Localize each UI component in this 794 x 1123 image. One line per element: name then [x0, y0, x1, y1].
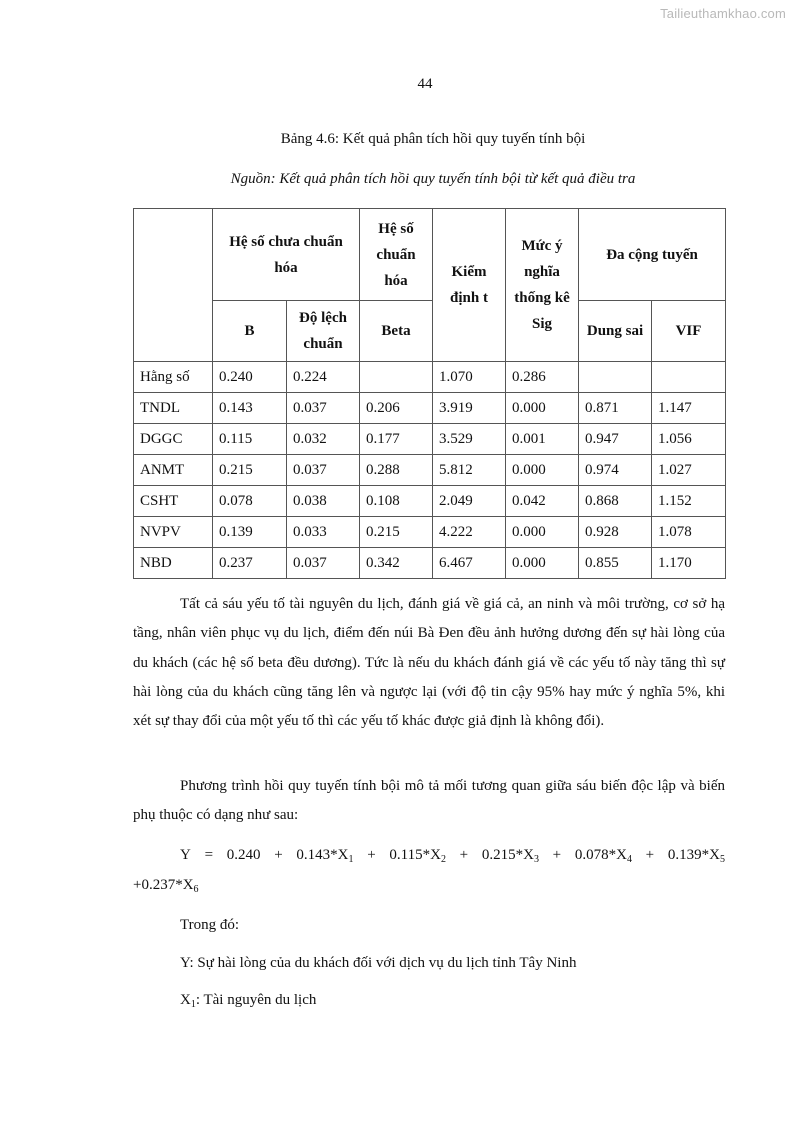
where-label: Trong đó: [180, 917, 240, 933]
cell-b: 0.240 [213, 362, 287, 393]
definition-x1: $X_1$: Tài nguyên du lịch [180, 992, 317, 1010]
eq-plus: + [459, 847, 469, 863]
cell-b: 0.078 [213, 486, 287, 517]
header-sig: Mức ý nghĩa thống kê Sig [506, 209, 579, 362]
eq-term-4: $0.078*X_4$ [574, 847, 632, 865]
cell-name: DGGC [134, 424, 213, 455]
eq-term-2: $0.115*X_2$ [389, 847, 446, 865]
eq-term-1: $0.143*X_1$ [296, 847, 354, 865]
header-unstd: Hệ số chưa chuẩn hóa [213, 209, 360, 301]
cell-t: 2.049 [433, 486, 506, 517]
cell-name: ANMT [134, 455, 213, 486]
table-row [134, 486, 726, 517]
header-std: Hệ số chuẩn hóa [360, 209, 433, 301]
paragraph-1: Tất cả sáu yếu tố tài nguyên du lịch, đánh giá về giá cả, an ninh và môi trường, cơ sở hạ tầng, nhân viên phục vụ du lịch, điểm đến núi Bà Đen đều ảnh hưởng dương đến sự hài lòng của du khách (các hệ số beta đều dương). Tức là nếu du khách đánh giá về các yếu tố này tăng thì sự hài lòng của du khách cũng tăng lên và ngược lại (với độ tin cậy 95% hay mức ý nghĩa 5%, khi xét sự thay đổi của một yếu tố thì các yếu tố khác được giả định là không đổi). [133, 596, 725, 730]
eq-plus: + [274, 847, 283, 863]
cell-name: CSHT [134, 486, 213, 517]
cell-name: TNDL [134, 393, 213, 424]
cell-sig: 0.000 [506, 393, 579, 424]
cell-name: NBD [134, 548, 213, 579]
cell-t: 3.529 [433, 424, 506, 455]
cell-b: 0.237 [213, 548, 287, 579]
table-row [134, 362, 726, 393]
table-row [134, 455, 726, 486]
eq-term-3: $0.215*X_3$ [481, 847, 539, 865]
header-t: Kiểm định t [433, 209, 506, 362]
cell-se: 0.037 [287, 548, 360, 579]
eq-plus: + [367, 847, 376, 863]
cell-t: 3.919 [433, 393, 506, 424]
cell-tol: 0.928 [579, 517, 652, 548]
cell-se: 0.033 [287, 517, 360, 548]
cell-se: 0.037 [287, 455, 360, 486]
cell-beta: 0.288 [360, 455, 433, 486]
paragraph-2: Phương trình hồi quy tuyến tính bội mô tả mối tương quan giữa sáu biến độc lập và biến phụ thuộc có dạng như sau: [133, 778, 725, 824]
table-source: Nguồn: Kết quả phân tích hồi quy tuyến tính bội từ kết quả điều tra [230, 171, 636, 187]
header-blank [134, 209, 213, 362]
cell-sig: 0.000 [506, 548, 579, 579]
watermark: Tailieuthamkhao.com [660, 6, 786, 21]
cell-t: 4.222 [433, 517, 506, 548]
eq-equals: = [204, 847, 214, 863]
cell-vif [652, 362, 726, 393]
header-se: Độ lệch chuẩn [287, 301, 360, 362]
cell-tol: 0.974 [579, 455, 652, 486]
header-collinearity: Đa cộng tuyến [579, 209, 726, 301]
cell-vif: 1.056 [652, 424, 726, 455]
table-row [134, 517, 726, 548]
cell-sig: 0.286 [506, 362, 579, 393]
table-row [134, 548, 726, 579]
cell-beta: 0.342 [360, 548, 433, 579]
cell-tol: 0.871 [579, 393, 652, 424]
cell-vif: 1.147 [652, 393, 726, 424]
eq-plus: + [645, 847, 655, 863]
eq-term-6: $+0.237*X_6$ [133, 877, 199, 895]
cell-b: 0.143 [213, 393, 287, 424]
cell-b: 0.139 [213, 517, 287, 548]
cell-beta [360, 362, 433, 393]
cell-se: 0.038 [287, 486, 360, 517]
cell-sig: 0.000 [506, 455, 579, 486]
cell-beta: 0.206 [360, 393, 433, 424]
cell-t: 5.812 [433, 455, 506, 486]
cell-b: 0.215 [213, 455, 287, 486]
cell-tol: 0.947 [579, 424, 652, 455]
eq-term-5: $0.139*X_5$ [667, 847, 725, 865]
cell-name: Hằng số [134, 362, 213, 393]
cell-beta: 0.177 [360, 424, 433, 455]
cell-t: 1.070 [433, 362, 506, 393]
eq-constant: 0.240 [226, 847, 261, 863]
cell-se: 0.032 [287, 424, 360, 455]
header-b: B [213, 301, 287, 362]
cell-sig: 0.001 [506, 424, 579, 455]
table-caption: Bảng 4.6: Kết quả phân tích hồi quy tuyến tính bội [280, 131, 586, 147]
cell-tol [579, 362, 652, 393]
header-beta: Beta [360, 301, 433, 362]
cell-vif: 1.170 [652, 548, 726, 579]
cell-sig: 0.042 [506, 486, 579, 517]
cell-name: NVPV [134, 517, 213, 548]
eq-plus: + [552, 847, 562, 863]
cell-vif: 1.078 [652, 517, 726, 548]
eq-y: Y [180, 847, 191, 863]
header-vif: VIF [652, 301, 726, 362]
cell-vif: 1.027 [652, 455, 726, 486]
regression-table [133, 208, 726, 579]
table-row [134, 424, 726, 455]
cell-beta: 0.108 [360, 486, 433, 517]
header-tolerance: Dung sai [579, 301, 652, 362]
cell-t: 6.467 [433, 548, 506, 579]
cell-tol: 0.868 [579, 486, 652, 517]
cell-beta: 0.215 [360, 517, 433, 548]
cell-b: 0.115 [213, 424, 287, 455]
cell-vif: 1.152 [652, 486, 726, 517]
table-row [134, 393, 726, 424]
cell-tol: 0.855 [579, 548, 652, 579]
cell-se: 0.037 [287, 393, 360, 424]
regression-equation [180, 847, 725, 864]
page-number: 44 [417, 76, 433, 92]
definition-y: Y: Sự hài lòng của du khách đối với dịch vụ du lịch tỉnh Tây Ninh [180, 955, 577, 971]
cell-sig: 0.000 [506, 517, 579, 548]
cell-se: 0.224 [287, 362, 360, 393]
